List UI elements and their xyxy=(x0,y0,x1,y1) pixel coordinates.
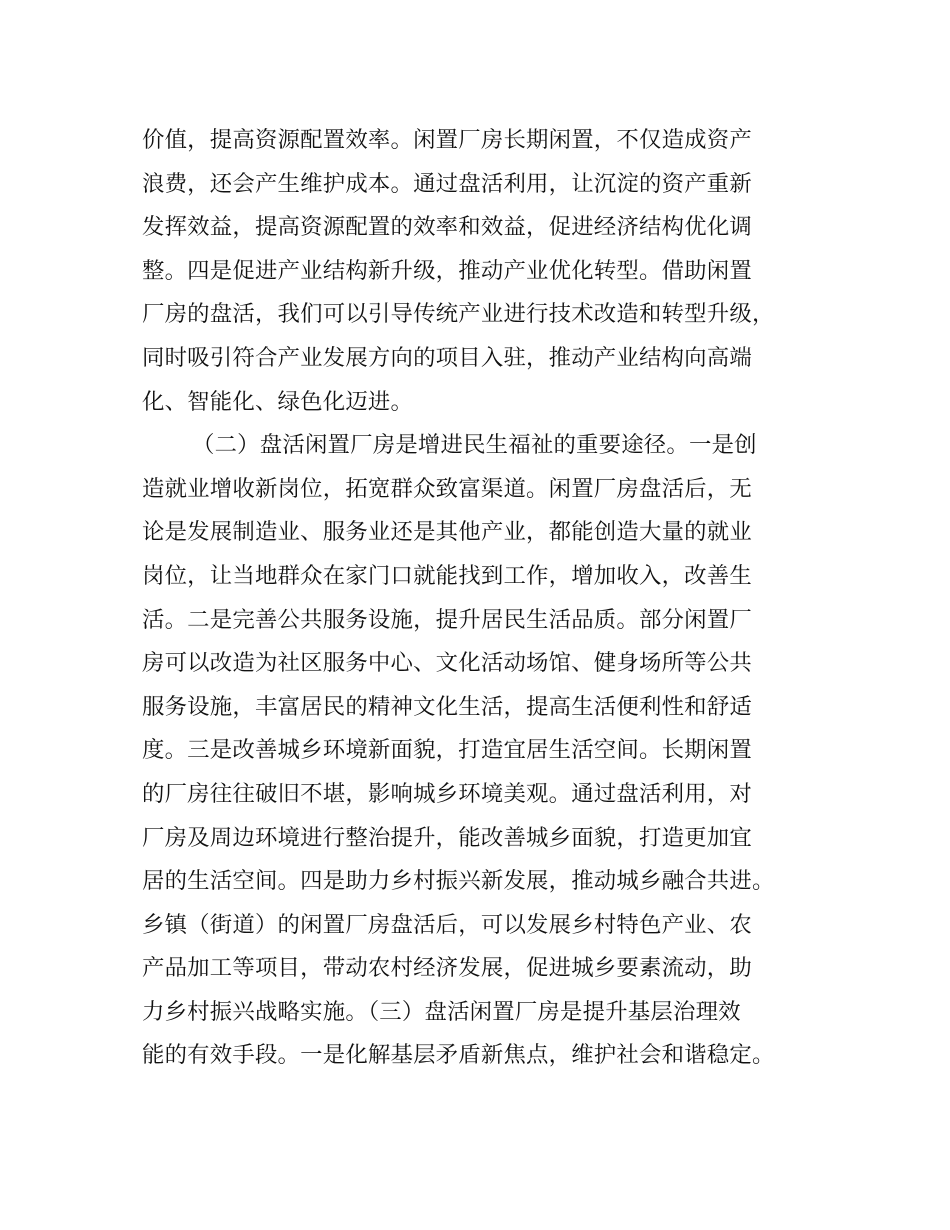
text-line: 发挥效益，提高资源配置的效率和效益，促进经济结构优化调 xyxy=(142,214,752,241)
text-line: 度。三是改善城乡环境新面貌，打造宜居生活空间。长期闲置 xyxy=(142,737,752,764)
text-line: 房可以改造为社区服务中心、文化活动场馆、健身场所等公共 xyxy=(142,650,752,677)
body-text xyxy=(142,119,842,1078)
text-line: 同时吸引符合产业发展方向的项目入驻，推动产业结构向高端 xyxy=(142,344,752,371)
text-line: 乡镇（街道）的闲置厂房盘活后，可以发展乡村特色产业、农 xyxy=(142,911,752,938)
text-line: 的厂房往往破旧不堪，影响城乡环境美观。通过盘活利用，对 xyxy=(142,780,752,807)
text-line: 能的有效手段。一是化解基层矛盾新焦点，维护社会和谐稳定。 xyxy=(142,1042,775,1069)
text-line: 浪费，还会产生维护成本。通过盘活利用，让沉淀的资产重新 xyxy=(142,170,752,197)
text-line: 论是发展制造业、服务业还是其他产业，都能创造大量的就业 xyxy=(142,519,752,546)
text-line: 厂房的盘活，我们可以引导传统产业进行技术改造和转型升级， xyxy=(142,301,775,328)
text-line: 造就业增收新岗位，拓宽群众致富渠道。闲置厂房盘活后，无 xyxy=(142,475,752,502)
text-line: 产品加工等项目，带动农村经济发展，促进城乡要素流动，助 xyxy=(142,955,752,982)
text-line: 厂房及周边环境进行整治提升，能改善城乡面貌，打造更加宜 xyxy=(142,824,752,851)
text-line: 岗位，让当地群众在家门口就能找到工作，增加收入，改善生 xyxy=(142,562,752,589)
text-line: 居的生活空间。四是助力乡村振兴新发展，推动城乡融合共进。 xyxy=(142,868,775,895)
text-line: 整。四是促进产业结构新升级，推动产业优化转型。借助闲置 xyxy=(142,257,752,284)
text-line: 价值，提高资源配置效率。闲置厂房长期闲置，不仅造成资产 xyxy=(142,127,752,153)
paragraph-first-line: （二）盘活闲置厂房是增进民生福祉的重要途径。一是创 xyxy=(192,432,757,459)
text-line: 活。二是完善公共服务设施，提升居民生活品质。部分闲置厂 xyxy=(142,606,752,633)
text-line: 服务设施，丰富居民的精神文化生活，提高生活便利性和舒适 xyxy=(142,693,752,720)
text-line: 力乡村振兴战略实施。（三）盘活闲置厂房是提升基层治理效 xyxy=(142,998,741,1025)
text-line: 化、智能化、绿色化迈进。 xyxy=(142,388,414,415)
